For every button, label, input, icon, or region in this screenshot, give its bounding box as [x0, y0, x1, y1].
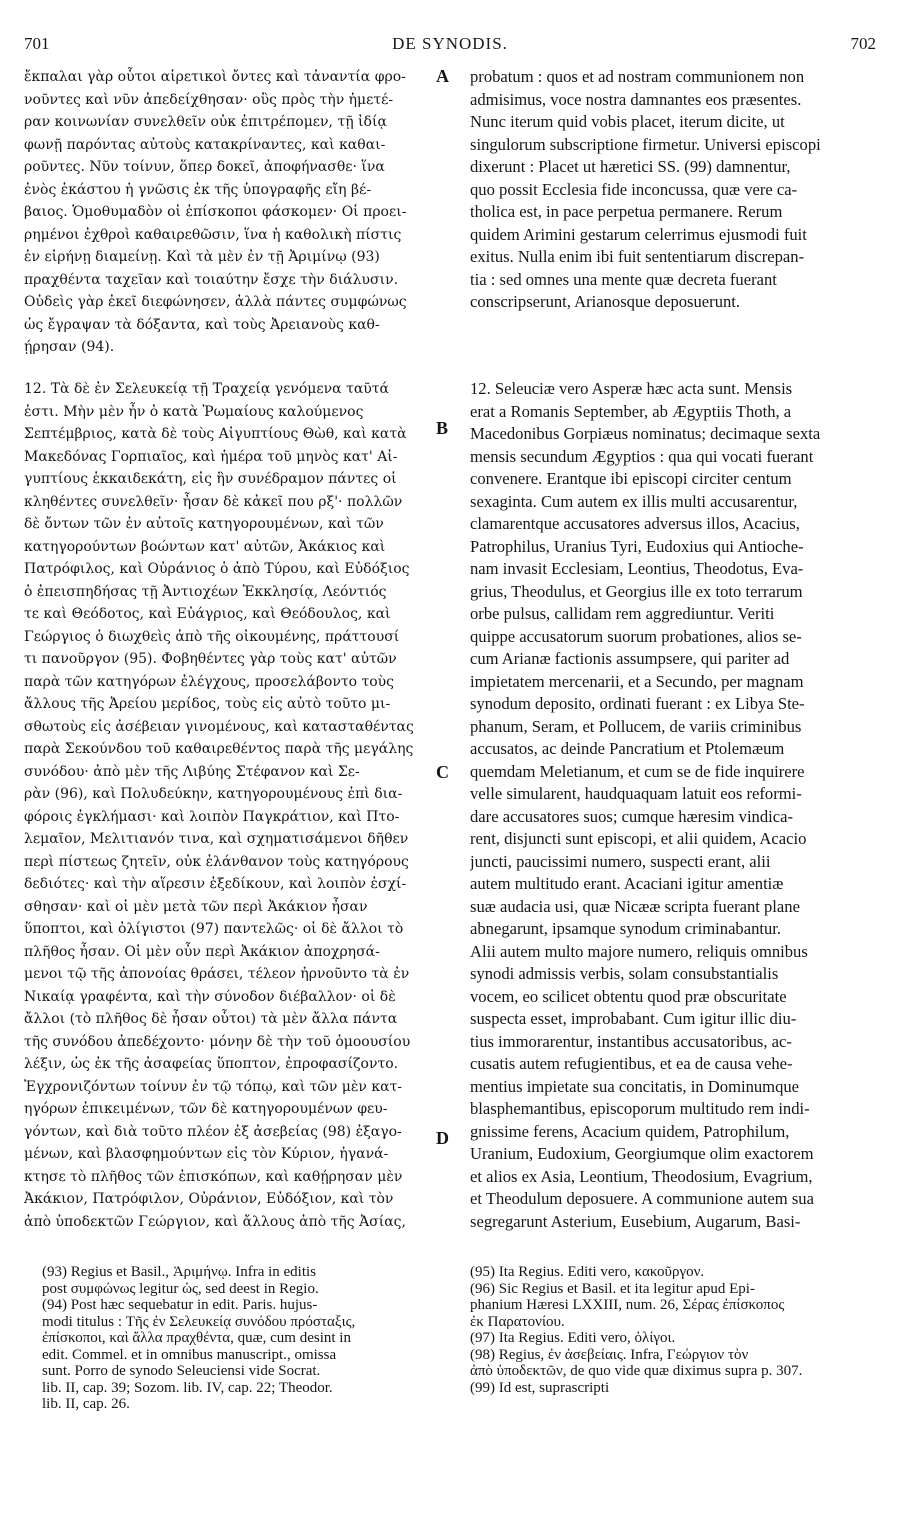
text-line: synodum deposito, ordinati fuerant : ex Libya Ste-: [470, 694, 805, 713]
page-number-right: 702: [850, 34, 876, 53]
text-line: phanium Hæresi LXXIII, num. 26, Σέρας ἐπίσκοπος: [470, 1297, 785, 1313]
text-line: sexaginta. Cum autem ex illis multi accusarentur,: [470, 491, 798, 511]
text-line: 12. Seleuciæ vero Asperæ hæc acta sunt. Mensis: [470, 379, 793, 398]
text-line: ἔκπαλαι γὰρ οὗτοι αἱρετικοὶ ὄντες καὶ τἀναντία φρο-: [24, 69, 406, 85]
text-line: 12. Τὰ δὲ ἐν Σελευκείᾳ τῇ Τραχείᾳ γενόμενα ταῦτά: [24, 381, 389, 397]
text-line: ἄλλους τῆς Ἀρείου μερίδος, τοὺς εἰς αὐτὸ τοῦτο μι-: [24, 696, 391, 712]
text-line: suspecta esset, improbabant. Cum igitur illic diu-: [470, 1009, 797, 1028]
text-line: dixerunt : Placet ut hæretici SS. (99) damnentur,: [470, 157, 791, 176]
running-title: DE SYNODIS.: [392, 34, 508, 53]
text-line: φωνῇ παρόντας αὐτοὺς κατακρίναντες, καὶ καθαι-: [24, 136, 386, 153]
page-number-left: 701: [24, 34, 50, 53]
text-line: ραν κοινωνίαν συνελθεῖν οὐκ ἐπιτρέπομεν, τῇ ἰδίᾳ: [24, 114, 387, 130]
text-line: abnegarunt, ipsamque synodum criminabantur.: [470, 919, 782, 938]
text-line: ἀπὸ ὑποδεκτῶν, de quo vide quæ diximus supra p. 307.: [470, 1363, 803, 1379]
text-line: velle simularent, haudquaquam latuit eos reformi-: [470, 784, 802, 803]
text-line: ὕποπτοι, καὶ ὀλίγιστοι (97) παντελῶς· οἱ δὲ ἄλλοι τὸ: [24, 921, 404, 937]
text-line: vocem, eo scilicet obtentu quod præ obscuritate: [470, 986, 787, 1006]
text-line: blasphemantibus, episcoporum multitudo rem indi-: [470, 1099, 810, 1118]
text-line: κληθέντες συνελθεῖν· ἦσαν δὲ κἀκεῖ που ρξ'· πολλῶν: [24, 493, 403, 510]
text-line: ἐκ Παρατονίου.: [470, 1313, 565, 1330]
section-marker-b: B: [436, 418, 449, 438]
text-line: Alii autem multo majore numero, reliquis omnibus: [470, 941, 808, 961]
text-line: Πατρόφιλος, καὶ Οὐράνιος ὁ ἀπὸ Τύρου, καὶ Εὐδόξιος: [24, 561, 410, 577]
text-line: gnissime ferens, Acacium quidem, Patrophilum,: [470, 1121, 790, 1141]
text-line: grius, Theodulus, et Georgius ille ex toto terrarum: [470, 581, 803, 601]
text-line: μενοι τῷ τῆς ἀπονοίας θράσει, τέλεον ἠρνοῦντο τὰ ἐν: [24, 966, 410, 982]
text-line: dare accusatores suos; cumque hæresim vindica-: [470, 806, 794, 826]
text-line: τι πανοῦργον (95). Φοβηθέντες γὰρ τοὺς κατ' αὐτῶν: [24, 651, 397, 667]
text-line: cusatis autem refugientibus, et ea de causa vehe-: [470, 1054, 793, 1073]
text-line: exitus. Nulla enim ibi fuit sententiarum discrepan-: [470, 247, 805, 266]
text-line: synodi admissis verbis, solam consubstantialis: [470, 964, 779, 983]
text-line: ηγόρων ἐπικειμένων, τῶν δὲ κατηγορουμένων φευ-: [24, 1101, 388, 1117]
text-line: Uranium, Eudoxium, Georgiumque olim exactorem: [470, 1144, 814, 1163]
text-line: suæ audacia usi, quæ Nicææ scripta fuerant plane: [470, 896, 800, 916]
text-line: edit. Commel. et in omnibus manuscript., omissa: [42, 1346, 337, 1363]
text-line: modi titulus : Τῆς ἐν Σελευκείᾳ συνόδου πρόσταξις,: [42, 1313, 356, 1330]
text-line: ἐν εἰρήνῃ διαμείνῃ. Καὶ τὰ μὲν ἐν τῇ Ἀριμίνῳ (93): [24, 249, 380, 265]
text-line: sunt. Porro de synodo Seleuciensi vide Socrat.: [42, 1363, 321, 1379]
text-line: συνόδου· ἀπὸ μὲν τῆς Λιβύης Στέφανον καὶ Σε-: [24, 763, 360, 780]
text-line: orbe pulsus, callidam rem aggrediuntur. Veriti: [470, 604, 775, 623]
text-line: Patrophilus, Uranius Tyri, Eudoxius qui Antioche-: [470, 536, 804, 556]
text-line: δεδιότες· καὶ τὴν αἵρεσιν ἐξεδίκουν, καὶ λοιπὸν ἐσχί-: [24, 876, 407, 892]
text-line: et Theodulum deposuere. A communione autem sua: [470, 1189, 814, 1208]
text-line: (98) Regius, ἐν ἀσεβείαις. Infra, Γεώργιον τὸν: [470, 1346, 749, 1363]
text-line: accusatos, ac deinde Pancratium et Ptolemæum: [470, 739, 785, 758]
text-line: ἄλλοι (τὸ πλῆθος δὲ ἦσαν οὗτοι) τὰ μὲν ἄλλα πάντα: [24, 1011, 398, 1027]
latin-column-section-12: [470, 378, 870, 1233]
text-line: ρὰν (96), καὶ Πολυδεύκην, κατηγορουμένους ἐπὶ δια-: [24, 786, 403, 802]
section-marker-c: C: [436, 762, 449, 782]
text-line: quo possit Ecclesia fide inconcussa, quæ vere ca-: [470, 179, 798, 199]
text-line: mensis secundum Ægyptios : qua qui vocati fuerant: [470, 446, 814, 466]
text-line: παρὰ τῶν κατηγόρων ἐλέγχους, προσελάβοντο τοὺς: [24, 673, 395, 690]
text-line: cum Arianæ factionis assumpsere, qui pariter ad: [470, 649, 790, 668]
text-line: τῆς συνόδου ἀπεδέχοντο· μόνην δὲ τὴν τοῦ ὁμοουσίου: [24, 1033, 411, 1050]
text-line: et alios ex Asia, Leontium, Theodosium, Evagrium,: [470, 1166, 813, 1186]
text-line: clamarentque accusatores adversus illos, Acacius,: [470, 514, 800, 533]
text-line: γόντων, καὶ διὰ τοῦτο πλέον ἐξ ἀσεβείας (98) ἐξαγο-: [24, 1123, 402, 1140]
text-line: (99) Id est, suprascripti: [470, 1379, 610, 1396]
text-line: ὡς ἔγραψαν τὰ δόξαντα, καὶ τοὺς Ἀρειανοὺς καθ-: [24, 316, 380, 333]
text-line: κτησε τὸ πλῆθος τῶν ἐπισκόπων, καὶ καθῄρησαν μὲν: [24, 1168, 403, 1185]
text-line: μένων, καὶ βλασφημούντων εἰς τὸν Κύριον, ἠγανά-: [24, 1146, 389, 1162]
text-line: rent, disjuncti sunt episcopi, et alii quidem, Acacio: [470, 829, 807, 848]
text-line: ροῦντες. Νῦν τοίνυν, ὅπερ δοκεῖ, ἀποφήνασθε· ἵνα: [24, 159, 385, 175]
text-line: quippe accusatorum suorum probationes, alios se-: [470, 626, 802, 646]
text-line: (93) Regius et Basil., Ἀριμήνῳ. Infra in editis: [42, 1264, 317, 1280]
greek-column-section-12: [24, 378, 430, 1233]
text-line: quemdam Meletianum, et cum se de fide inquirere: [470, 761, 805, 781]
text-line: post συμφώνως legitur ὡς, sed deest in Regio.: [42, 1280, 319, 1297]
text-line: ῄρησαν (94).: [24, 339, 115, 355]
text-line: τε καὶ Θεόδοτος, καὶ Εὐάγριος, καὶ Θεόδουλος, καὶ: [24, 606, 391, 622]
text-line: Macedonibus Gorpiæus nominatus; decimaque sexta: [470, 424, 821, 443]
text-line: Ἐγχρονιζόντων τοίνυν ἐν τῷ τόπῳ, καὶ τῶν μὲν κατ-: [24, 1078, 403, 1095]
text-line: erat a Romanis September, ab Ægyptiis Thoth, a: [470, 401, 792, 421]
text-line: πραχθέντα ταχεῖαν καὶ τοιαύτην ἔσχε τὴν διάλυσιν.: [24, 271, 399, 288]
text-line: γυπτίους ἑκκαιδεκάτη, εἰς ἣν συνέδραμον πάντες οἱ: [24, 471, 397, 487]
text-line: ὁ ἐπεισπηδήσας τῇ Ἀντιοχέων Ἐκκλησίᾳ, Λεόντιός: [24, 583, 387, 600]
text-line: convenere. Erantque ibi episcopi circiter centum: [470, 469, 792, 488]
text-line: tius immorarentur, instantibus accusatoribus, ac-: [470, 1031, 792, 1051]
text-line: λέξιν, ὡς ἐκ τῆς ἀσαφείας ὕποπτον, ἐπροφασίζοντο.: [24, 1056, 399, 1072]
text-line: phanum, Seram, et Pollucem, de variis criminibus: [470, 716, 802, 736]
text-line: σθωτοὺς εἰς ἀσέβειαν γινομένους, καὶ κατασταθέντας: [24, 718, 414, 735]
section-marker-a: A: [436, 66, 449, 86]
text-line: ἐπίσκοποι, καὶ ἄλλα πραχθέντα, quæ, cum desint in: [42, 1330, 351, 1346]
text-line: ἀπὸ ὑποδεκτῶν Γεώργιον, καὶ ἄλλους ἀπὸ τῆς Ἀσίας,: [24, 1213, 406, 1230]
text-line: tholica est, in pace perpetua permanere. Rerum: [470, 202, 783, 221]
text-line: lib. II, cap. 39; Sozom. lib. IV, cap. 22; Theodor.: [42, 1379, 333, 1396]
text-line: περὶ πίστεως ζητεῖν, οὐκ ἐλάνθανον τοὺς κατηγόρους: [24, 853, 409, 870]
footnotes-left: [42, 1264, 432, 1413]
greek-column-top: [24, 66, 430, 359]
footnotes-right: [470, 1264, 880, 1396]
text-line: παρὰ Σεκούνδου τοῦ καθαιρεθέντος παρὰ τῆς μεγάλης: [24, 741, 414, 757]
text-line: σθησαν· καὶ οἱ μὲν μετὰ τῶν περὶ Ἀκάκιον ἦσαν: [24, 898, 368, 915]
text-line: mentius impietate sua concitatis, in Dominumque: [470, 1076, 800, 1096]
text-line: Οὐδεὶς γὰρ ἐκεῖ διεφώνησεν, ἀλλὰ πάντες συμφώνως: [24, 294, 407, 310]
text-line: πλῆθος ἦσαν. Οἱ μὲν οὖν περὶ Ἀκάκιον ἀποχρησά-: [24, 943, 380, 960]
text-line: tia : sed omnes una mente quæ decreta fuerant: [470, 269, 777, 289]
text-line: (97) Ita Regius. Editi vero, ὀλίγοι.: [470, 1330, 676, 1346]
text-line: δὲ ὄντων τῶν ἐν αὐτοῖς κατηγορουμένων, καὶ τῶν: [24, 516, 384, 532]
text-line: lib. II, cap. 26.: [42, 1396, 130, 1412]
text-line: Ἀκάκιον, Πατρόφιλον, Οὐράνιον, Εὐδόξιον, καὶ τὸν: [24, 1191, 394, 1207]
text-line: probatum : quos et ad nostram communionem non: [470, 67, 805, 86]
text-line: βαιος. Ὁμοθυμαδὸν οἱ ἐπίσκοποι φάσκομεν· Οἱ προει-: [24, 204, 407, 220]
text-line: Μακεδόνας Γορπιαῖος, καὶ ἡμέρα τοῦ μηνὸς κατ' Αἰ-: [24, 448, 398, 465]
text-line: ἐστι. Μὴν μὲν ἦν ὁ κατὰ Ῥωμαίους καλούμενος: [24, 403, 364, 420]
text-line: admisimus, voce nostra damnantes eos præsentes.: [470, 89, 802, 109]
text-line: nam invasit Ecclesiam, Leontius, Theodotus, Eva-: [470, 559, 804, 578]
text-line: (94) Post hæc sequebatur in edit. Paris. hujus-: [42, 1297, 318, 1313]
text-line: (96) Sic Regius et Basil. et ita legitur apud Epi-: [470, 1280, 755, 1297]
text-line: quidem Arimini gestarum celerrimus ejusmodi fuit: [470, 224, 807, 244]
text-line: νοῦντες καὶ νῦν ἀπεδείχθησαν· οὓς πρὸς τὴν ἡμετέ-: [24, 91, 394, 108]
section-marker-d: D: [436, 1128, 449, 1148]
latin-column-top: [470, 66, 870, 314]
text-line: autem multitudo erant. Acaciani igitur amentiæ: [470, 874, 784, 893]
text-line: Νικαίᾳ γραφέντα, καὶ τὴν σύνοδον διέβαλλον· οἱ δὲ: [24, 988, 396, 1005]
text-line: Σεπτέμβριος, κατὰ δὲ τοὺς Αἰγυπτίους Θὼθ, καὶ κατὰ: [24, 426, 407, 442]
text-line: singulorum subscriptione firmetur. Universi episcopi: [470, 134, 821, 154]
text-line: Γεώργιος ὁ διωχθεὶς ἀπὸ τῆς οἰκουμένης, πράττουσί: [24, 628, 400, 645]
text-line: ἐνὸς ἑκάστου ἡ γνῶσις ἐκ τῆς ὑπογραφῆς εἴη βέ-: [24, 181, 372, 198]
text-line: impietatem mercenarii, et a Secundo, per magnam: [470, 671, 804, 691]
page-header: [24, 34, 876, 60]
text-line: φόροις ἐγκλήμασι· καὶ λοιπὸν Παγκράτιον, καὶ Πτο-: [24, 808, 400, 825]
text-line: (95) Ita Regius. Editi vero, κακοῦργον.: [470, 1264, 705, 1280]
text-line: Nunc iterum quid vobis placet, iterum dicite, ut: [470, 112, 785, 131]
text-line: λεμαῖον, Μελιτιανόν τινα, καὶ σχηματισάμενοι δῆθεν: [24, 831, 409, 847]
text-line: segregarunt Asterium, Eusebium, Augarum, Basi-: [470, 1211, 801, 1231]
text-line: conscripserunt, Arianosque deposuerunt.: [470, 292, 741, 311]
text-line: juncti, paucissimi numero, suspecti erant, alii: [470, 851, 771, 871]
text-line: κατηγορούντων βοώντων κατ' αὐτῶν, Ἀκάκιος καὶ: [24, 538, 386, 555]
text-line: ρημένοι ἐχθροὶ καθαιρεθῶσιν, ἵνα ἡ καθολικὴ πίστις: [24, 226, 402, 243]
